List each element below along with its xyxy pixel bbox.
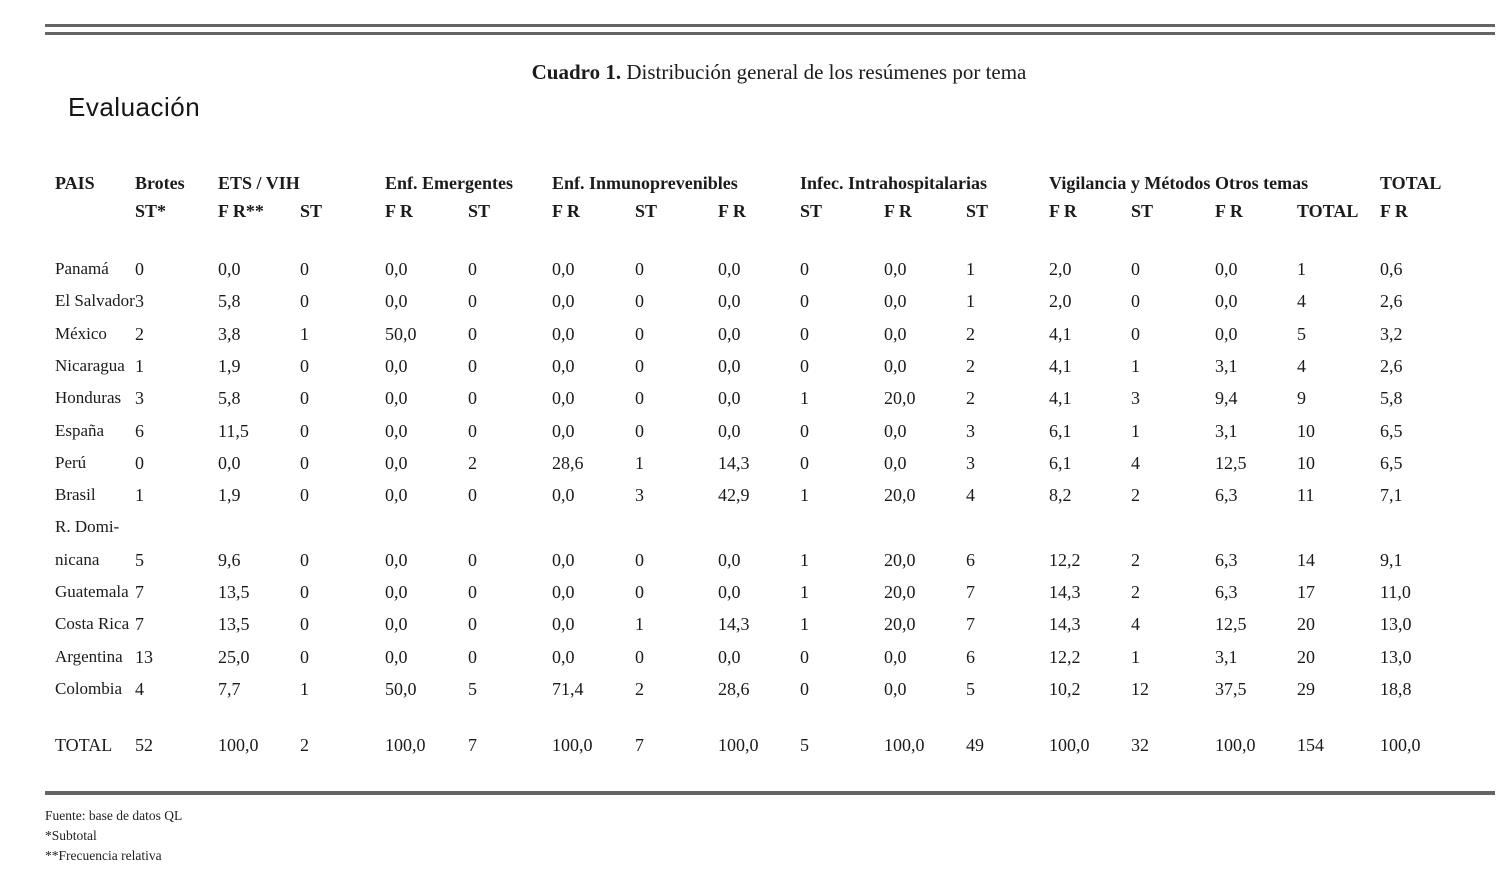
table-cell: 20,0	[884, 388, 916, 409]
table-cell: 0	[468, 355, 477, 376]
row-label: El Salvador	[55, 291, 135, 311]
table-cell: 28,6	[552, 452, 584, 473]
total-cell: 100,0	[385, 735, 426, 755]
table-cell: 1	[800, 485, 809, 506]
table-cell: 7,7	[218, 678, 241, 699]
table-cell: 1	[300, 678, 309, 699]
table-cell: 1	[135, 485, 144, 506]
total-cell: 100,0	[1215, 735, 1256, 755]
table-cell: 0,0	[552, 291, 575, 312]
column-subheader: ST	[300, 201, 323, 221]
column-group-header: Brotes	[135, 173, 185, 193]
top-rule-lower	[45, 32, 1495, 35]
table-cell: 0,0	[718, 582, 741, 602]
table-cell: 4	[1131, 614, 1140, 635]
table-cell: 4	[1297, 355, 1306, 376]
table-title-text: Distribución general de los resúmenes por tema	[621, 60, 1027, 84]
table-cell: 0,0	[552, 323, 575, 344]
table-footnotes	[45, 806, 182, 866]
table-cell: 0	[1131, 259, 1140, 279]
footnote-source: Fuente: base de datos QL	[45, 808, 183, 823]
table-cell: 0	[300, 355, 309, 376]
total-cell: 5	[800, 735, 809, 755]
table-cell: 3	[135, 388, 144, 409]
table-cell: 1,9	[218, 485, 241, 506]
table-cell: 1	[635, 452, 644, 473]
table-cell: 2	[1131, 485, 1140, 506]
table-cell: 0,0	[1215, 323, 1238, 344]
table-cell: 6,3	[1215, 485, 1238, 506]
table-cell: 4,1	[1049, 323, 1072, 344]
table-cell: 0	[468, 259, 477, 279]
table-cell: 0	[635, 420, 644, 441]
table-cell: 0	[300, 549, 309, 570]
table-cell: 0,0	[385, 549, 408, 570]
table-cell: 0	[468, 485, 477, 506]
table-cell: 12	[1131, 678, 1149, 699]
table-cell: 0,0	[552, 614, 575, 635]
table-cell: 0,0	[385, 388, 408, 409]
table-cell: 0,0	[552, 582, 575, 602]
table-cell: 0,0	[385, 614, 408, 635]
column-header-pais: PAIS	[55, 173, 95, 193]
table-cell: 2,6	[1380, 355, 1403, 376]
column-group-header: Otros temas	[1215, 173, 1309, 193]
table-cell: 2	[1131, 582, 1140, 602]
table-cell: 0,0	[884, 291, 907, 312]
table-cell: 5	[1297, 323, 1306, 344]
table-cell: 3,1	[1215, 646, 1238, 667]
table-cell: 0,0	[385, 452, 408, 473]
table-cell: 1	[1131, 646, 1140, 667]
table-cell: 0	[468, 323, 477, 344]
table-cell: 13	[135, 646, 153, 667]
table-cell: 42,9	[718, 485, 750, 506]
table-cell: 9	[1297, 388, 1306, 409]
table-cell: 8,2	[1049, 485, 1072, 506]
total-cell: 2	[300, 735, 309, 755]
total-cell: 100,0	[552, 735, 593, 755]
table-cell: 0	[635, 355, 644, 376]
total-cell: 100,0	[1049, 735, 1090, 755]
table-cell: 0	[468, 646, 477, 667]
table-cell: 0	[800, 291, 809, 312]
table-cell: 14,3	[1049, 582, 1081, 602]
table-cell: 2,6	[1380, 291, 1403, 312]
table-cell: 0,0	[385, 582, 408, 602]
table-cell: 0	[635, 323, 644, 344]
table-cell: 0	[800, 259, 809, 279]
table-cell: 3	[966, 452, 975, 473]
row-label: Guatemala	[55, 582, 129, 601]
table-cell: 29	[1297, 678, 1315, 699]
table-cell: 0	[300, 485, 309, 506]
table-cell: 50,0	[385, 323, 417, 344]
table-cell: 1	[800, 549, 809, 570]
table-cell: 0,0	[718, 291, 741, 312]
table-cell: 20	[1297, 646, 1315, 667]
column-group-header: Infec. Intrahospitalarias	[800, 173, 988, 193]
table-cell: 18,8	[1380, 678, 1412, 699]
top-rule-upper	[45, 24, 1495, 27]
table-cell: 2,0	[1049, 291, 1072, 312]
column-group-header: Enf. Emergentes	[385, 173, 513, 193]
table-cell: 11,0	[1380, 582, 1411, 602]
table-cell: 1	[1297, 259, 1306, 279]
table-cell: 12,5	[1215, 614, 1247, 635]
table-cell: 12,2	[1049, 646, 1081, 667]
total-cell: 7	[635, 735, 644, 755]
table-cell: 1	[800, 582, 809, 602]
table-cell: 13,5	[218, 582, 250, 602]
table-cell: 0,6	[1380, 259, 1403, 279]
table-cell: 12,2	[1049, 549, 1081, 570]
table-cell: 0	[300, 259, 309, 279]
row-label: Panamá	[55, 259, 109, 278]
row-label: Brasil	[55, 485, 96, 505]
table-cell: 4,1	[1049, 388, 1072, 409]
table-cell: 0	[635, 388, 644, 409]
table-cell: 0	[135, 259, 144, 279]
table-cell: 0,0	[552, 485, 575, 506]
table-cell: 0,0	[884, 452, 907, 473]
table-cell: 0,0	[1215, 291, 1238, 312]
table-title-number: Cuadro 1.	[531, 60, 622, 84]
table-cell: 0	[800, 452, 809, 473]
total-cell: 32	[1131, 735, 1149, 755]
table-cell: 0,0	[884, 259, 907, 279]
table-cell: 7	[966, 614, 975, 635]
column-subheader: ST	[635, 201, 658, 221]
row-label: R. Domi-	[55, 517, 120, 537]
table-cell: 0	[300, 452, 309, 473]
table-cell: 0,0	[552, 420, 575, 441]
table-cell: 1	[135, 355, 144, 376]
table-cell: 0,0	[718, 420, 741, 441]
column-subheader: ST	[966, 201, 989, 221]
table-cell: 0	[800, 355, 809, 376]
table-cell: 0,0	[385, 485, 408, 506]
section-label: Evaluación	[68, 92, 201, 122]
table-cell: 14,3	[718, 452, 750, 473]
column-subheader: F R	[552, 201, 580, 221]
table-cell: 1	[800, 388, 809, 409]
table-cell: 50,0	[385, 678, 417, 699]
table-cell: 10,2	[1049, 678, 1081, 699]
table-cell: 9,6	[218, 549, 241, 570]
table-cell: 25,0	[218, 646, 250, 667]
column-subheader: F R**	[218, 201, 264, 221]
table-cell: 0,0	[385, 291, 408, 312]
table-cell: 20,0	[884, 485, 916, 506]
table-cell: 0,0	[718, 355, 741, 376]
table-cell: 0	[300, 582, 309, 602]
table-cell: 4	[135, 678, 144, 699]
table-cell: 6,5	[1380, 452, 1403, 473]
table-cell: 7	[135, 582, 144, 602]
table-cell: 0,0	[718, 323, 741, 344]
table-cell: 0	[468, 614, 477, 635]
row-label: Honduras	[55, 388, 122, 408]
table-cell: 0	[300, 646, 309, 667]
table-cell: 13,5	[218, 614, 250, 635]
column-group-header: Vigilancia y Métodos	[1049, 173, 1211, 193]
row-label: Colombia	[55, 678, 123, 698]
table-cell: 5	[966, 678, 975, 699]
table-cell: 4	[1297, 291, 1306, 312]
table-cell: 1	[966, 259, 975, 279]
total-cell: 100,0	[218, 735, 259, 755]
column-group-header: Enf. Inmunoprevenibles	[552, 173, 738, 193]
table-cell: 1	[966, 291, 975, 312]
table-cell: 0	[468, 291, 477, 312]
table-cell: 11	[1297, 485, 1315, 506]
table-cell: 3,2	[1380, 323, 1403, 344]
table-cell: 0	[800, 420, 809, 441]
table-cell: 0	[468, 582, 477, 602]
table-cell: 13,0	[1380, 646, 1412, 667]
footnote-subtotal: *Subtotal	[45, 828, 97, 843]
table-cell: 7	[966, 582, 975, 602]
table-cell: 0,0	[385, 420, 408, 441]
column-subheader: ST	[1131, 201, 1154, 221]
table-cell: 3,1	[1215, 420, 1238, 441]
table-cell: 9,1	[1380, 549, 1403, 570]
column-group-header: ETS / VIH	[218, 173, 300, 193]
table-cell: 20	[1297, 614, 1315, 635]
row-label: Argentina	[55, 646, 123, 666]
table-cell: 0,0	[218, 452, 241, 473]
table-cell: 6,5	[1380, 420, 1403, 441]
table-cell: 6	[135, 420, 144, 441]
table-cell: 0,0	[552, 388, 575, 409]
table-cell: 4	[1131, 452, 1140, 473]
table-cell: 0,0	[218, 259, 241, 279]
table-cell: 3	[135, 291, 144, 312]
table-cell: 1	[800, 614, 809, 635]
total-cell: 7	[468, 735, 477, 755]
table-cell: 13,0	[1380, 614, 1412, 635]
table-cell: 0,0	[884, 678, 907, 699]
column-subheader: F R	[1380, 201, 1408, 221]
table-cell: 2	[966, 388, 975, 409]
table-cell: 2	[135, 323, 144, 344]
table-cell: 3	[635, 485, 644, 506]
table-cell: 3	[1131, 388, 1140, 409]
table-cell: 2	[468, 452, 477, 473]
row-label: Perú	[55, 452, 87, 472]
table-cell: 0,0	[884, 323, 907, 344]
table-cell: 0	[468, 388, 477, 409]
column-subheader: F R	[385, 201, 413, 221]
table-cell: 0,0	[552, 646, 575, 667]
table-cell: 0,0	[1215, 259, 1238, 279]
table-cell: 0	[300, 420, 309, 441]
table-cell: 0	[635, 549, 644, 570]
table-cell: 0,0	[718, 646, 741, 667]
table-cell: 11,5	[218, 420, 249, 441]
table-cell: 2	[966, 323, 975, 344]
table-cell: 0	[800, 678, 809, 699]
table-cell: 5,8	[218, 291, 241, 312]
column-subheader: F R	[1049, 201, 1077, 221]
footnote-frecuencia: **Frecuencia relativa	[45, 848, 162, 863]
column-subheader: F R	[718, 201, 746, 221]
total-cell: 100,0	[884, 735, 925, 755]
column-subheader: TOTAL	[1297, 201, 1359, 221]
table-cell: 0	[635, 582, 644, 602]
table-cell: 14	[1297, 549, 1315, 570]
total-cell: 52	[135, 735, 153, 755]
table-cell: 0	[635, 646, 644, 667]
table-cell: 17	[1297, 582, 1315, 602]
table-cell: 14,3	[1049, 614, 1081, 635]
column-subheader: F R	[884, 201, 912, 221]
table-cell: 0,0	[884, 646, 907, 667]
table-cell: 0,0	[385, 646, 408, 667]
column-group-header: TOTAL	[1380, 173, 1442, 193]
table-cell: 0	[468, 549, 477, 570]
row-label: Costa Rica	[55, 614, 130, 634]
table-cell: 6,3	[1215, 549, 1238, 570]
table-cell: 6	[966, 646, 975, 667]
table-cell: 6	[966, 549, 975, 570]
table-cell: 9,4	[1215, 388, 1238, 409]
table-cell: 6,1	[1049, 420, 1072, 441]
table-cell: 3,8	[218, 323, 241, 344]
table-cell: 3,1	[1215, 355, 1238, 376]
table-cell: 0	[468, 420, 477, 441]
table-cell: 2	[635, 678, 644, 699]
table-cell: 0	[800, 646, 809, 667]
bottom-rule	[45, 791, 1495, 795]
table-cell: 1	[300, 323, 309, 344]
table-cell: 2,0	[1049, 259, 1072, 279]
table-cell: 0	[635, 291, 644, 312]
total-cell: 100,0	[718, 735, 759, 755]
table-cell: 20,0	[884, 582, 916, 602]
table-cell: 7	[135, 614, 144, 635]
table-cell: 5,8	[1380, 388, 1403, 409]
table-cell: 0,0	[552, 549, 575, 570]
table-cell: 0,0	[718, 259, 741, 279]
table-cell: 0,0	[385, 259, 408, 279]
table-cell: 20,0	[884, 614, 916, 635]
table-cell: 4,1	[1049, 355, 1072, 376]
row-label: España	[55, 420, 105, 440]
table-cell: 10	[1297, 420, 1315, 441]
row-label: México	[55, 323, 107, 343]
column-subheader: ST*	[135, 201, 167, 221]
table-cell: 0,0	[718, 388, 741, 409]
table-cell: 4	[966, 485, 975, 506]
table-cell: 37,5	[1215, 678, 1247, 699]
total-cell: 100,0	[1380, 735, 1421, 755]
column-subheader: F R	[1215, 201, 1243, 221]
table-cell: 5	[135, 549, 144, 570]
table-cell: 0,0	[884, 420, 907, 441]
table-cell: 0	[300, 291, 309, 312]
table-cell: 1	[1131, 355, 1140, 376]
table-cell: 0,0	[552, 355, 575, 376]
table-cell: 0	[1131, 291, 1140, 312]
table-cell: 3	[966, 420, 975, 441]
table-cell: 1,9	[218, 355, 241, 376]
table-cell: 7,1	[1380, 485, 1403, 506]
table-cell: 20,0	[884, 549, 916, 570]
table-cell: 0,0	[385, 355, 408, 376]
table-cell: 0	[800, 323, 809, 344]
row-label: Nicaragua	[55, 355, 125, 375]
table-cell: 2	[1131, 549, 1140, 570]
table-cell: 12,5	[1215, 452, 1247, 473]
table-cell: 0,0	[552, 259, 575, 279]
total-cell: 49	[966, 735, 984, 755]
column-subheader: ST	[800, 201, 823, 221]
table-cell: 2	[966, 355, 975, 376]
table-cell: 14,3	[718, 614, 750, 635]
table-cell: 71,4	[552, 678, 584, 699]
total-cell: 154	[1297, 735, 1324, 755]
table-cell: 10	[1297, 452, 1315, 473]
table-cell: 0,0	[718, 549, 741, 570]
table-cell: 0	[300, 614, 309, 635]
row-label: nicana	[55, 549, 100, 569]
table-title	[0, 60, 1500, 85]
table-cell: 5	[468, 678, 477, 699]
column-subheader: ST	[468, 201, 491, 221]
table-cell: 0,0	[884, 355, 907, 376]
table-cell: 0	[300, 388, 309, 409]
table-cell: 6,1	[1049, 452, 1072, 473]
table-cell: 28,6	[718, 678, 750, 699]
table-cell: 5,8	[218, 388, 241, 409]
total-row-label: TOTAL	[55, 735, 113, 755]
table-cell: 0	[635, 259, 644, 279]
table-cell: 1	[635, 614, 644, 635]
table-cell: 0	[135, 452, 144, 473]
table-cell: 0	[1131, 323, 1140, 344]
table-cell: 1	[1131, 420, 1140, 441]
table-cell: 6,3	[1215, 582, 1238, 602]
